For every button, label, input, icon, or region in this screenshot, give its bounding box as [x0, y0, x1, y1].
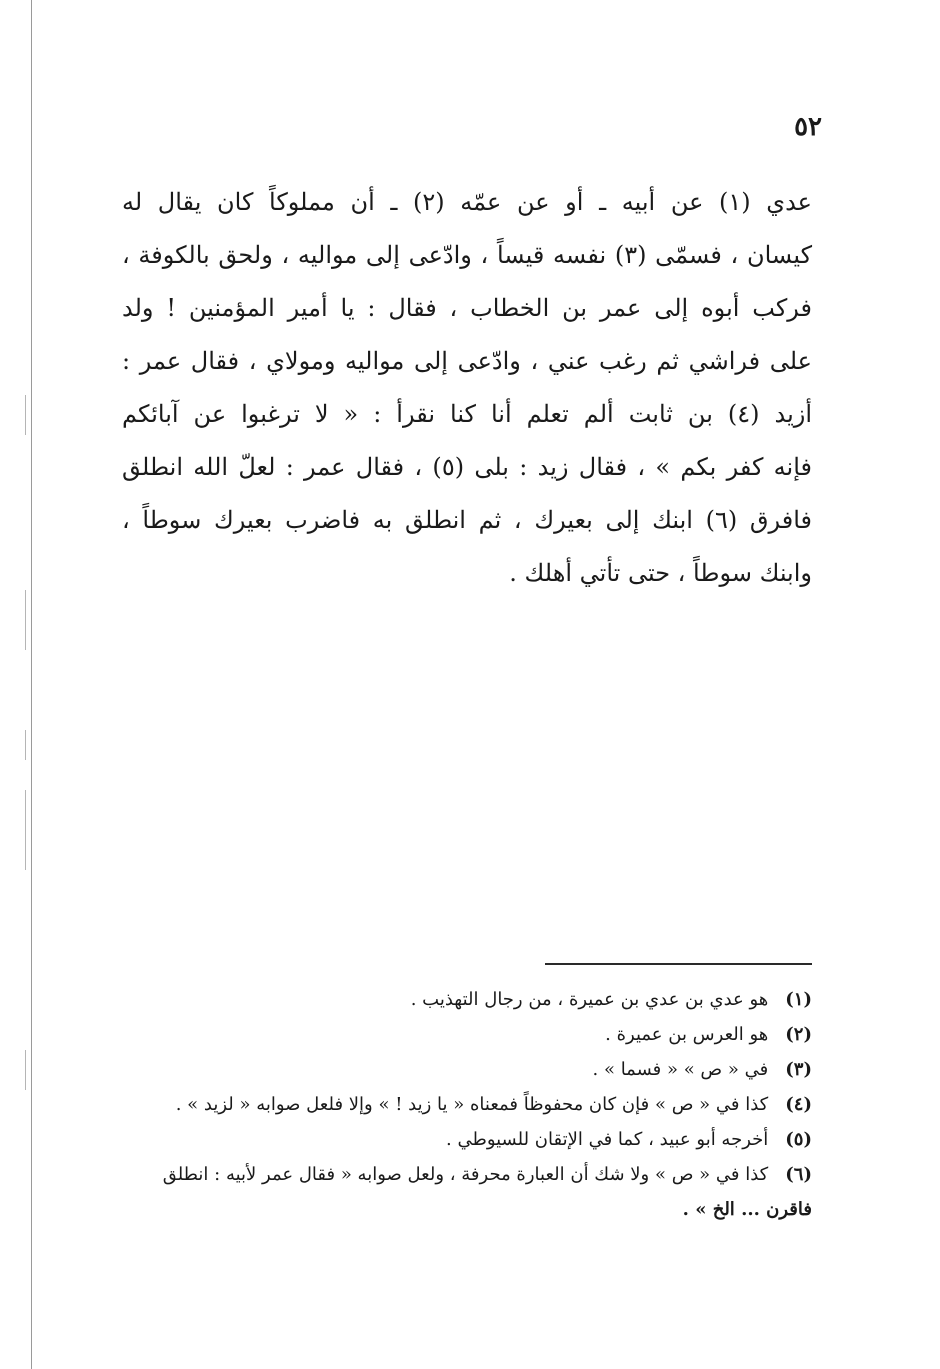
footnote-text: أخرجه أبو عبيد ، كما في الإتقان للسيوطي . [446, 1129, 769, 1150]
footnote-number: (٣) [785, 1059, 812, 1080]
binding-mark [25, 730, 26, 760]
footnote [112, 1157, 812, 1227]
text-line: فركب أبوه إلى عمر بن الخطاب ، فقال : يا أمير المؤمنين ! ولد [122, 294, 813, 322]
footnote-number: (٥) [785, 1129, 812, 1150]
text-line: فإنه كفر بكم » ، فقال زيد : بلى (٥) ، فقال عمر : لعلّ الله انطلق [122, 453, 812, 481]
footnotes [112, 982, 812, 1227]
page-number: ٥٢ [794, 112, 822, 142]
text-line: فافرق (٦) ابنك إلى بعيرك ، ثم انطلق به فاضرب بعيرك سوطاً ، [122, 506, 812, 534]
text-line: على فراشي ثم رغب عني ، وادّعى إلى مواليه ومولاي ، فقال عمر : [122, 347, 812, 375]
text-line: وابنك سوطاً ، حتى تأتي أهلك . [509, 559, 812, 587]
text-line: عدي (١) عن أبيه ـ أو عن عمّه (٢) ـ أن مملوكاً كان يقال له [122, 188, 812, 216]
binding-mark [25, 590, 26, 650]
footnote [112, 1087, 812, 1122]
footnote-number: (٤) [785, 1094, 812, 1115]
footnote [112, 1052, 812, 1087]
footnote [112, 982, 812, 1017]
footnote [112, 1122, 812, 1157]
text-line: أزيد (٤) بن ثابت ألم تعلم أنا كنا نقرأ : « لا ترغبوا عن آبائكم [122, 400, 813, 428]
footnote-text: كذا في « ص » فإن كان محفوظاً فمعناه « يا زيد ! » وإلا فلعل صوابه « لزيد » . [175, 1094, 769, 1115]
binding-mark [25, 790, 26, 870]
binding-mark [25, 395, 26, 435]
footnote-text: في « ص » « فسما » . [592, 1059, 769, 1080]
footnote-text: كذا في « ص » ولا شك أن العبارة محرفة ، ولعل صوابه « فقال عمر لأبيه : انطلق [162, 1164, 769, 1185]
binding-edge-line [31, 0, 32, 1369]
footnote [112, 1017, 812, 1052]
footnote-number: (٢) [785, 1024, 812, 1045]
binding-mark [25, 1050, 26, 1090]
footnote-number: (٦) [785, 1164, 812, 1185]
footnote-continuation: فاقرن ... الخ » . [682, 1199, 812, 1220]
footnote-divider [545, 963, 812, 965]
footnote-number: (١) [785, 989, 812, 1010]
main-text [122, 176, 812, 600]
footnote-text: هو عدي بن عدي بن عميرة ، من رجال التهذيب . [410, 989, 769, 1010]
footnote-text: هو العرس بن عميرة . [605, 1024, 769, 1045]
text-line: كيسان ، فسمّى (٣) نفسه قيساً ، وادّعى إلى مواليه ، ولحق بالكوفة ، [122, 241, 812, 269]
